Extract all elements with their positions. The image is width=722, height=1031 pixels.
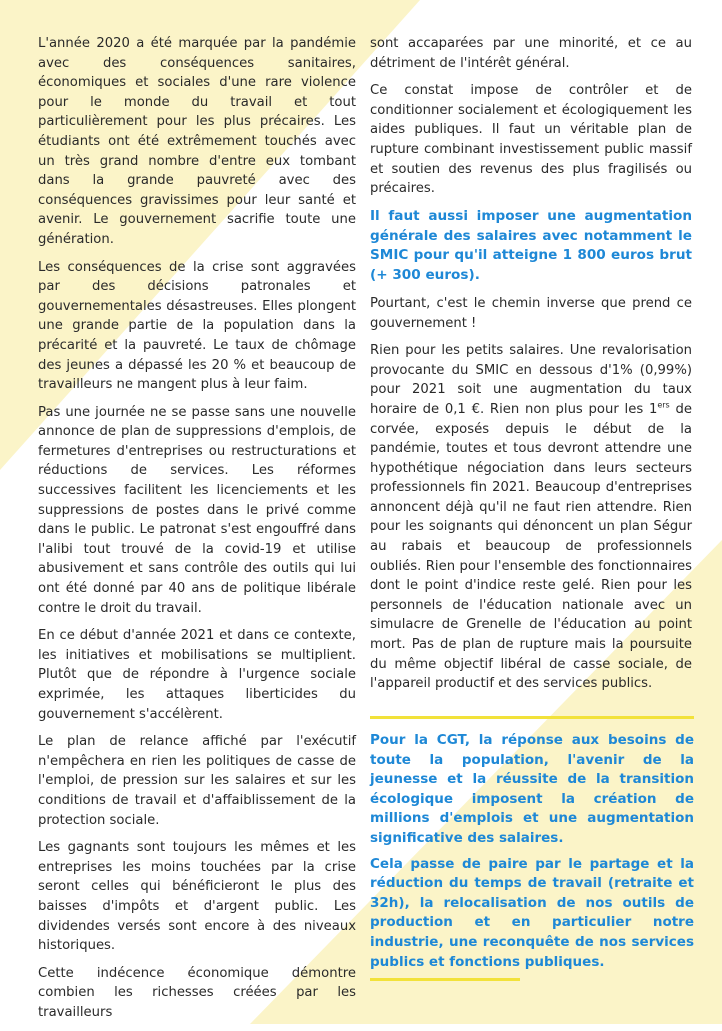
paragraph-intro: L'année 2020 a été marquée par la pandémie avec des conséquences sanitaires, économiques et sociales d'une rare violence pour le monde du travail et tout particulièrement pour les plus précaires. Les étudiants ont été extrêmement touchés avec un très grand nombre d'entre eux tombant dans la grande pauvreté avec des conséquences gravissimes pour leur santé et avenir. Le gouvernement sacrifie toute une génération. <box>38 36 356 247</box>
cgt-callout-box <box>370 706 694 981</box>
paragraph-continuation: sont accaparées par une minorité, et ce au détriment de l'intérêt général. <box>370 36 692 71</box>
callout-cgt-response: Pour la CGT, la réponse aux besoins de toute la population, l'avenir de la jeunesse et la réussite de la transition écologique imposent la création de millions d'emplois et une augmentation significative des salaires. <box>370 732 694 846</box>
paragraph-public-aid: Ce constat impose de contrôler et de conditionner socialement et écologiquement les aides publiques. Il faut un véritable plan de rupture combinant investissement public massif et soutien des revenus des plus fragilisés ou précaires. <box>370 83 692 197</box>
nothing-for-text-a: Rien pour les petits salaires. Une revalorisation provocante du SMIC en dessous d'1% (0,99%) pour 2021 soit une augmentation du taux horaire de 0,1 €. Rien non plus pour les 1 <box>370 343 692 417</box>
paragraph-winners: Les gagnants sont toujours les mêmes et les entreprises les moins touchées par la crise seront celles qui bénéficieront le plus des baisses d'impôts et d'argent public. Les dividendes versés sont encore à des niveaux historiques. <box>38 840 356 954</box>
paragraph-nothing-for <box>370 341 692 694</box>
paragraph-economic-indecency: Cette indécence économique démontre combien les richesses créées par les travailleurs <box>38 965 356 1020</box>
callout-work-sharing: Cela passe de paire par le partage et la réduction du temps de travail (retraite et 32h), la relocalisation de nos outils de production et en particulier notre industrie, une reconquête de nos services publics et fonctions publiques. <box>370 855 694 970</box>
left-column <box>38 34 356 1031</box>
highlight-salary-increase: Il faut aussi imposer une augmentation générale des salaires avec notamment le SMIC pour qu'il atteigne 1 800 euros brut (+ 300 euros). <box>370 207 692 284</box>
superscript-ers: ers <box>657 400 670 410</box>
paragraph-mobilisations: En ce début d'année 2021 et dans ce contexte, les initiatives et mobilisations se multiplient. Plutôt que de répondre à l'urgence sociale exprimée, les attaques liberticides du gouvernement s'accélèrent. <box>38 628 356 722</box>
paragraph-government-path: Pourtant, c'est le chemin inverse que prend ce gouvernement ! <box>370 295 692 331</box>
paragraph-job-cuts: Pas une journée ne se passe sans une nouvelle annonce de plan de suppressions d'emplois, de fermetures d'entreprises ou restructurations et réductions de services. Les réformes successives facilitent les licenciements et les suppressions de postes dans le privé comme dans le public. Le patronat s'est engouffré dans l'alibi tout trouvé de la covid-19 et utilise abusivement et sans contrôle des outils qui lui ont été donné par 40 ans de politique libérale contre le droit du travail. <box>38 404 356 616</box>
callout-bottom-bar <box>370 978 520 981</box>
paragraph-recovery-plan: Le plan de relance affiché par l'exécutif n'empêchera en rien les politiques de casse de l'emploi, de pression sur les salaires et sur les conditions de travail et d'affaiblissement de la protection sociale. <box>38 734 356 828</box>
right-column <box>370 34 692 702</box>
paragraph-crisis-consequences: Les conséquences de la crise sont aggravées par des décisions patronales et gouvernementales désastreuses. Elles plongent une grande partie de la population dans la précarité et la pauvreté. Le taux de chômage des jeunes a dépassé les 20 % et beaucoup de travailleurs ne mangent plus à leur faim. <box>38 259 356 393</box>
nothing-for-text-b: de corvée, exposés depuis le début de la pandémie, toutes et tous devront attendre une hypothétique négociation dans leurs secteurs professionnels fin 2021. Beaucoup d'entreprises annoncent déjà qu'il ne faut rien attendre. Rien pour les soignants qui dénoncent un plan Ségur au rabais et beaucoup de professionnels oubliés. Rien pour l'ensemble des fonctionnaires dont le point d'indice reste gelé. Rien pour les personnels de l'éducation nationale avec un simulacre de Grenelle de l'éducation au point mort. Pas de plan de rupture mais la poursuite du même objectif libéral de casse sociale, de l'appareil productif et des services publics. <box>370 401 692 692</box>
callout-top-bar <box>370 716 694 719</box>
